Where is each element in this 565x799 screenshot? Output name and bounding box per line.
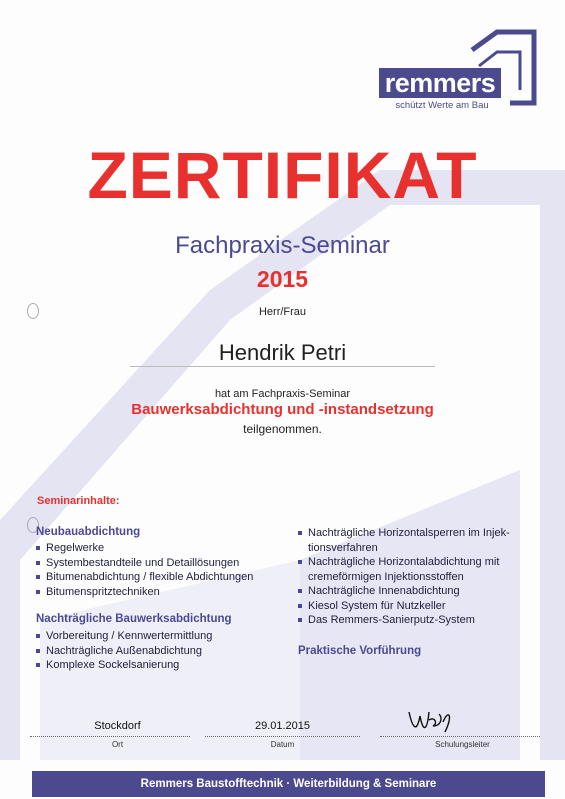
participant-name: Hendrik Petri — [218, 340, 347, 365]
list-item: Vorbereitung / Kennwertermittlung — [36, 629, 286, 644]
date-label: Datum — [270, 740, 295, 749]
list-item: Nachträgliche Innenabdichtung — [298, 584, 543, 599]
leader-line — [380, 736, 540, 737]
certificate-title: ZERTIFIKAT — [87, 138, 478, 212]
list-item: Systembestandteile und Detaillösungen — [36, 556, 286, 571]
seminar-year: 2015 — [256, 266, 309, 292]
practical-demo-heading: Praktische Vorführung — [298, 645, 422, 657]
list-item: Nachträgliche Außenabdichtung — [36, 644, 286, 659]
list-item: Bitumenspritztechniken — [36, 585, 286, 600]
list-item: Kiesol System für Nutzkeller — [298, 599, 543, 614]
new-build-list — [36, 541, 286, 599]
completed-line: teilgenommen. — [243, 422, 322, 436]
salutation: Herr/Frau — [258, 306, 307, 318]
retrofit-list — [36, 629, 286, 673]
leader-label: Schulungsleiter — [435, 740, 490, 749]
contents-heading: Seminarinhalte: — [37, 495, 120, 507]
date-value: 29.01.2015 — [254, 720, 311, 732]
list-item: Bitumenabdichtung / flexible Abdichtungen — [36, 570, 286, 585]
place-value: Stockdorf — [94, 720, 141, 732]
list-item: Komplexe Sockelsanierung — [36, 658, 286, 673]
list-item: Regelwerke — [36, 541, 286, 556]
logo-tagline: schützt Werte am Bau — [395, 100, 489, 111]
footer-bar: Remmers Baustofftechnik · Weiterbildung & Seminare — [32, 771, 545, 797]
place-line — [30, 736, 190, 737]
seminar-subtitle: Fachpraxis-Seminar — [175, 232, 390, 259]
group-heading-retrofit: Nachträgliche Bauwerksabdichtung — [36, 613, 232, 625]
date-line — [205, 736, 360, 737]
signature-image — [405, 702, 455, 736]
course-title: Bauwerksabdichtung und -instandsetzung — [131, 401, 434, 418]
list-item: Nachträgliche Horizontalsperren im Injek- tionsverfahren — [298, 526, 543, 555]
logo-wordmark: remmers — [379, 68, 501, 98]
name-underline — [130, 366, 435, 367]
remmers-logo — [372, 28, 537, 118]
attended-line: hat am Fachpraxis-Seminar — [214, 388, 351, 400]
list-item: Nachträgliche Horizontalabdichtung mit cremeförmigen Injektionsstoffen — [298, 555, 543, 584]
right-contents-list — [298, 526, 543, 628]
group-heading-new-build: Neubauabdichtung — [36, 526, 141, 538]
list-item: Das Remmers-Sanierputz-System — [298, 613, 543, 628]
place-label: Ort — [111, 740, 124, 749]
